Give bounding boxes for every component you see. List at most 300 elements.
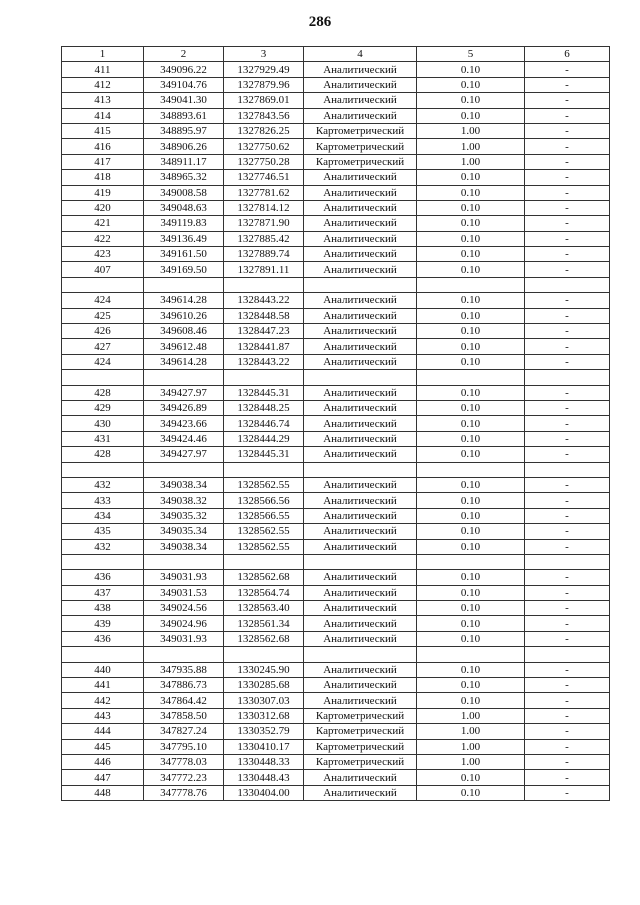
table-cell: 1327891.11	[224, 262, 304, 277]
table-cell: Аналитический	[304, 524, 417, 539]
table-cell: 423	[62, 247, 144, 262]
table-cell: 1.00	[417, 739, 525, 754]
table-cell: 0.10	[417, 770, 525, 785]
table-cell: 427	[62, 339, 144, 354]
table-cell: 1328562.55	[224, 539, 304, 554]
table-cell: 349024.96	[144, 616, 224, 631]
table-cell: 421	[62, 216, 144, 231]
table-row	[62, 354, 610, 369]
table-cell: -	[525, 385, 610, 400]
table-cell: Аналитический	[304, 477, 417, 492]
table-cell: 1328562.55	[224, 524, 304, 539]
table-cell: 0.10	[417, 477, 525, 492]
table-row	[62, 785, 610, 800]
table-cell: Картометрический	[304, 724, 417, 739]
table-cell: Аналитический	[304, 308, 417, 323]
table-row	[62, 724, 610, 739]
table-cell: 428	[62, 385, 144, 400]
table-cell: 0.10	[417, 431, 525, 446]
table-cell: 349608.46	[144, 324, 224, 339]
table-cell: -	[525, 62, 610, 77]
table-cell: -	[525, 216, 610, 231]
table-cell: 1330448.43	[224, 770, 304, 785]
table-row	[62, 570, 610, 585]
table-cell: 348965.32	[144, 170, 224, 185]
table-cell: 347864.42	[144, 693, 224, 708]
table-cell: 439	[62, 616, 144, 631]
table-cell: 424	[62, 293, 144, 308]
table-cell: Картометрический	[304, 154, 417, 169]
table-cell: -	[525, 601, 610, 616]
table-cell: 407	[62, 262, 144, 277]
table-cell: 348911.17	[144, 154, 224, 169]
table-cell: 0.10	[417, 216, 525, 231]
table-cell: 349169.50	[144, 262, 224, 277]
table-cell: 437	[62, 585, 144, 600]
column-header: 2	[144, 47, 224, 62]
table-cell: 349427.97	[144, 385, 224, 400]
table-row	[62, 216, 610, 231]
table-row	[62, 185, 610, 200]
table-cell: 1328566.56	[224, 493, 304, 508]
table-cell: 347778.03	[144, 754, 224, 769]
table-row	[62, 693, 610, 708]
table-cell: 0.10	[417, 570, 525, 585]
table-cell: Аналитический	[304, 385, 417, 400]
table-cell: Аналитический	[304, 339, 417, 354]
table-cell: -	[525, 524, 610, 539]
table-cell: -	[525, 308, 610, 323]
table-cell: 1.00	[417, 139, 525, 154]
table-cell: 418	[62, 170, 144, 185]
table-cell: 347772.23	[144, 770, 224, 785]
table-cell: Аналитический	[304, 447, 417, 462]
table-cell: 1328447.23	[224, 324, 304, 339]
table-cell: 0.10	[417, 93, 525, 108]
table-cell: 0.10	[417, 247, 525, 262]
table-cell: Аналитический	[304, 354, 417, 369]
table-cell: 1328445.31	[224, 385, 304, 400]
table-cell: -	[525, 93, 610, 108]
table-cell	[417, 554, 525, 569]
table-cell	[224, 462, 304, 477]
table-cell: 432	[62, 477, 144, 492]
table-cell: Картометрический	[304, 139, 417, 154]
table-cell: -	[525, 431, 610, 446]
table-cell: 349096.22	[144, 62, 224, 77]
table-cell: -	[525, 354, 610, 369]
table-cell: -	[525, 77, 610, 92]
table-cell	[417, 647, 525, 662]
table-cell: Аналитический	[304, 493, 417, 508]
table-cell	[62, 554, 144, 569]
table-cell: 349427.97	[144, 447, 224, 462]
table-cell: 0.10	[417, 678, 525, 693]
table-cell: 349048.63	[144, 200, 224, 215]
table-row	[62, 247, 610, 262]
table-row	[62, 770, 610, 785]
table-cell: Аналитический	[304, 631, 417, 646]
table-cell: Аналитический	[304, 324, 417, 339]
table-cell: 446	[62, 754, 144, 769]
table-cell: 0.10	[417, 493, 525, 508]
table-cell	[417, 462, 525, 477]
table-cell: 0.10	[417, 585, 525, 600]
table-cell: 1328564.74	[224, 585, 304, 600]
table-cell: Аналитический	[304, 662, 417, 677]
table-cell: 0.10	[417, 77, 525, 92]
table-cell: 1328562.55	[224, 477, 304, 492]
table-cell: 0.10	[417, 185, 525, 200]
table-cell: -	[525, 631, 610, 646]
table-cell: 1327826.25	[224, 123, 304, 138]
table-cell: 1327746.51	[224, 170, 304, 185]
table-cell: Аналитический	[304, 693, 417, 708]
table-row	[62, 416, 610, 431]
table-cell: Аналитический	[304, 570, 417, 585]
table-cell: -	[525, 770, 610, 785]
table-cell: Аналитический	[304, 77, 417, 92]
table-cell: Аналитический	[304, 416, 417, 431]
table-cell: -	[525, 324, 610, 339]
table-cell: 349612.48	[144, 339, 224, 354]
table-cell: 349423.66	[144, 416, 224, 431]
table-cell: 349041.30	[144, 93, 224, 108]
table-row	[62, 616, 610, 631]
table-cell: 349031.93	[144, 570, 224, 585]
table-cell: 1328443.22	[224, 293, 304, 308]
table-row	[62, 431, 610, 446]
table-cell: 349104.76	[144, 77, 224, 92]
table-cell	[525, 462, 610, 477]
table-cell: 1330352.79	[224, 724, 304, 739]
table-row	[62, 139, 610, 154]
table-cell	[417, 277, 525, 292]
table-row	[62, 554, 610, 569]
table-cell: 434	[62, 508, 144, 523]
table-cell: 1328446.74	[224, 416, 304, 431]
table-cell: Аналитический	[304, 585, 417, 600]
table-cell: 349161.50	[144, 247, 224, 262]
table-cell: 0.10	[417, 354, 525, 369]
table-cell: 436	[62, 570, 144, 585]
table-cell	[62, 647, 144, 662]
table-cell: 1330448.33	[224, 754, 304, 769]
table-cell	[144, 647, 224, 662]
table-cell: 412	[62, 77, 144, 92]
table-cell: 0.10	[417, 631, 525, 646]
table-cell: Аналитический	[304, 247, 417, 262]
table-row	[62, 447, 610, 462]
table-row	[62, 400, 610, 415]
table-cell: -	[525, 170, 610, 185]
table-cell: 0.10	[417, 293, 525, 308]
column-header: 5	[417, 47, 525, 62]
table-cell: -	[525, 493, 610, 508]
table-row	[62, 370, 610, 385]
table-cell: 420	[62, 200, 144, 215]
table-cell: -	[525, 678, 610, 693]
table-cell: 1330245.90	[224, 662, 304, 677]
table-cell: -	[525, 539, 610, 554]
table-cell	[525, 554, 610, 569]
table-cell: 1327879.96	[224, 77, 304, 92]
table-cell: Картометрический	[304, 739, 417, 754]
table-cell: 0.10	[417, 308, 525, 323]
table-cell: 0.10	[417, 662, 525, 677]
table-cell: -	[525, 231, 610, 246]
column-header: 1	[62, 47, 144, 62]
table-cell: 448	[62, 785, 144, 800]
table-row	[62, 508, 610, 523]
table-cell: 349426.89	[144, 400, 224, 415]
table-cell: Аналитический	[304, 616, 417, 631]
table-cell: 0.10	[417, 447, 525, 462]
table-cell: 417	[62, 154, 144, 169]
table-row	[62, 77, 610, 92]
table-cell: 1328441.87	[224, 339, 304, 354]
table-cell: 0.10	[417, 200, 525, 215]
table-cell: 1327889.74	[224, 247, 304, 262]
table-cell: -	[525, 585, 610, 600]
table-cell: 1.00	[417, 123, 525, 138]
table-cell: Картометрический	[304, 754, 417, 769]
table-cell: -	[525, 785, 610, 800]
column-header: 6	[525, 47, 610, 62]
table-cell: 1327750.62	[224, 139, 304, 154]
table-cell: 349031.53	[144, 585, 224, 600]
table-cell: 431	[62, 431, 144, 446]
table-row	[62, 339, 610, 354]
table-cell	[304, 462, 417, 477]
table-cell: 438	[62, 601, 144, 616]
table-cell: Аналитический	[304, 539, 417, 554]
table-cell: 349614.28	[144, 354, 224, 369]
table-cell: 0.10	[417, 108, 525, 123]
table-cell: 0.10	[417, 62, 525, 77]
table-cell: 1327869.01	[224, 93, 304, 108]
table-row	[62, 631, 610, 646]
table-cell	[144, 462, 224, 477]
table-cell: 348893.61	[144, 108, 224, 123]
table-cell	[62, 370, 144, 385]
table-cell: Аналитический	[304, 262, 417, 277]
table-row	[62, 385, 610, 400]
table-cell: 1327871.90	[224, 216, 304, 231]
table-cell: 0.10	[417, 170, 525, 185]
table-row	[62, 293, 610, 308]
table-cell: -	[525, 508, 610, 523]
table-cell: Аналитический	[304, 431, 417, 446]
table-cell	[224, 370, 304, 385]
table-cell: 442	[62, 693, 144, 708]
table-cell: 0.10	[417, 339, 525, 354]
table-cell: 1330312.68	[224, 708, 304, 723]
table-cell: 0.10	[417, 616, 525, 631]
table-cell: 1.00	[417, 154, 525, 169]
table-cell: -	[525, 262, 610, 277]
table-row	[62, 524, 610, 539]
table-cell: -	[525, 616, 610, 631]
table-cell: 1327814.12	[224, 200, 304, 215]
column-header: 4	[304, 47, 417, 62]
table-cell: 349614.28	[144, 293, 224, 308]
table-cell	[304, 277, 417, 292]
table-cell: 0.10	[417, 400, 525, 415]
table-cell: Картометрический	[304, 708, 417, 723]
table-cell	[224, 554, 304, 569]
table-cell: 0.10	[417, 539, 525, 554]
table-cell: 349038.32	[144, 493, 224, 508]
table-cell: -	[525, 477, 610, 492]
table-cell: 1328563.40	[224, 601, 304, 616]
table-cell: -	[525, 724, 610, 739]
table-cell: 447	[62, 770, 144, 785]
table-cell	[525, 647, 610, 662]
table-cell: -	[525, 447, 610, 462]
table-cell: 349136.49	[144, 231, 224, 246]
table-cell: Аналитический	[304, 678, 417, 693]
table-cell: Аналитический	[304, 231, 417, 246]
table-cell: 444	[62, 724, 144, 739]
table-cell: 1327781.62	[224, 185, 304, 200]
table-cell: 349610.26	[144, 308, 224, 323]
table-cell: 349119.83	[144, 216, 224, 231]
table-cell: 1330307.03	[224, 693, 304, 708]
table-cell: 1330410.17	[224, 739, 304, 754]
table-cell: 445	[62, 739, 144, 754]
table-cell: 1328562.68	[224, 570, 304, 585]
table-cell: -	[525, 693, 610, 708]
table-cell: 347795.10	[144, 739, 224, 754]
table-cell: Аналитический	[304, 185, 417, 200]
table-cell: 0.10	[417, 262, 525, 277]
table-cell: 1328561.34	[224, 616, 304, 631]
table-row	[62, 601, 610, 616]
table-row	[62, 262, 610, 277]
table-row	[62, 662, 610, 677]
table-cell	[417, 370, 525, 385]
table-cell: 428	[62, 447, 144, 462]
table-cell	[525, 277, 610, 292]
table-cell: 432	[62, 539, 144, 554]
table-row	[62, 708, 610, 723]
table-row	[62, 678, 610, 693]
table-cell: 1.00	[417, 754, 525, 769]
table-cell: 422	[62, 231, 144, 246]
table-cell	[62, 462, 144, 477]
table-cell: -	[525, 139, 610, 154]
table-cell: 348895.97	[144, 123, 224, 138]
table-cell: 441	[62, 678, 144, 693]
table-cell: 349008.58	[144, 185, 224, 200]
table-cell: 435	[62, 524, 144, 539]
table-cell: -	[525, 739, 610, 754]
table-cell: Аналитический	[304, 200, 417, 215]
table-row	[62, 324, 610, 339]
table-cell: 349038.34	[144, 539, 224, 554]
table-cell: 1328448.58	[224, 308, 304, 323]
table-row	[62, 493, 610, 508]
table-cell: 1.00	[417, 708, 525, 723]
table-cell: 413	[62, 93, 144, 108]
table-cell: 0.10	[417, 385, 525, 400]
table-cell: Аналитический	[304, 601, 417, 616]
table-row	[62, 647, 610, 662]
table-cell: 1328562.68	[224, 631, 304, 646]
table-cell: 440	[62, 662, 144, 677]
table-row	[62, 539, 610, 554]
table-cell	[304, 647, 417, 662]
table-cell	[525, 370, 610, 385]
table-cell: 349024.56	[144, 601, 224, 616]
table-cell: Аналитический	[304, 508, 417, 523]
table-cell: 411	[62, 62, 144, 77]
table-cell: 1330285.68	[224, 678, 304, 693]
table-cell: -	[525, 200, 610, 215]
table-cell: -	[525, 416, 610, 431]
table-cell	[224, 277, 304, 292]
table-cell: -	[525, 339, 610, 354]
table-cell: 436	[62, 631, 144, 646]
table-cell: -	[525, 293, 610, 308]
table-cell: -	[525, 662, 610, 677]
table-cell	[144, 277, 224, 292]
table-cell: 349035.34	[144, 524, 224, 539]
table-cell: 0.10	[417, 324, 525, 339]
table-cell: 349424.46	[144, 431, 224, 446]
table-cell: Аналитический	[304, 770, 417, 785]
table-cell: 349031.93	[144, 631, 224, 646]
table-cell: 349038.34	[144, 477, 224, 492]
table-cell: -	[525, 708, 610, 723]
table-cell: 0.10	[417, 601, 525, 616]
table-cell: 347886.73	[144, 678, 224, 693]
table-cell: 347858.50	[144, 708, 224, 723]
table-body	[62, 62, 610, 801]
table-row	[62, 170, 610, 185]
coordinates-table	[61, 46, 610, 801]
table-cell: 0.10	[417, 416, 525, 431]
table-cell: 347827.24	[144, 724, 224, 739]
table-cell: 414	[62, 108, 144, 123]
table-cell: 1328443.22	[224, 354, 304, 369]
page-number: 286	[308, 14, 332, 30]
table-cell: 0.10	[417, 508, 525, 523]
table-cell: 1328566.55	[224, 508, 304, 523]
table-cell: 0.10	[417, 231, 525, 246]
table-cell: Аналитический	[304, 400, 417, 415]
table-cell	[62, 277, 144, 292]
table-cell: 0.10	[417, 785, 525, 800]
table-cell: -	[525, 247, 610, 262]
table-cell: 349035.32	[144, 508, 224, 523]
table-row	[62, 462, 610, 477]
table-row	[62, 477, 610, 492]
table-cell: 430	[62, 416, 144, 431]
table-cell: 1.00	[417, 724, 525, 739]
table-cell: 425	[62, 308, 144, 323]
table-cell: -	[525, 400, 610, 415]
table-cell: 1327750.28	[224, 154, 304, 169]
table-row	[62, 93, 610, 108]
table-cell: 1328445.31	[224, 447, 304, 462]
table-header-row	[62, 47, 610, 62]
table-cell	[144, 554, 224, 569]
table-cell	[144, 370, 224, 385]
column-header: 3	[224, 47, 304, 62]
table-row	[62, 277, 610, 292]
